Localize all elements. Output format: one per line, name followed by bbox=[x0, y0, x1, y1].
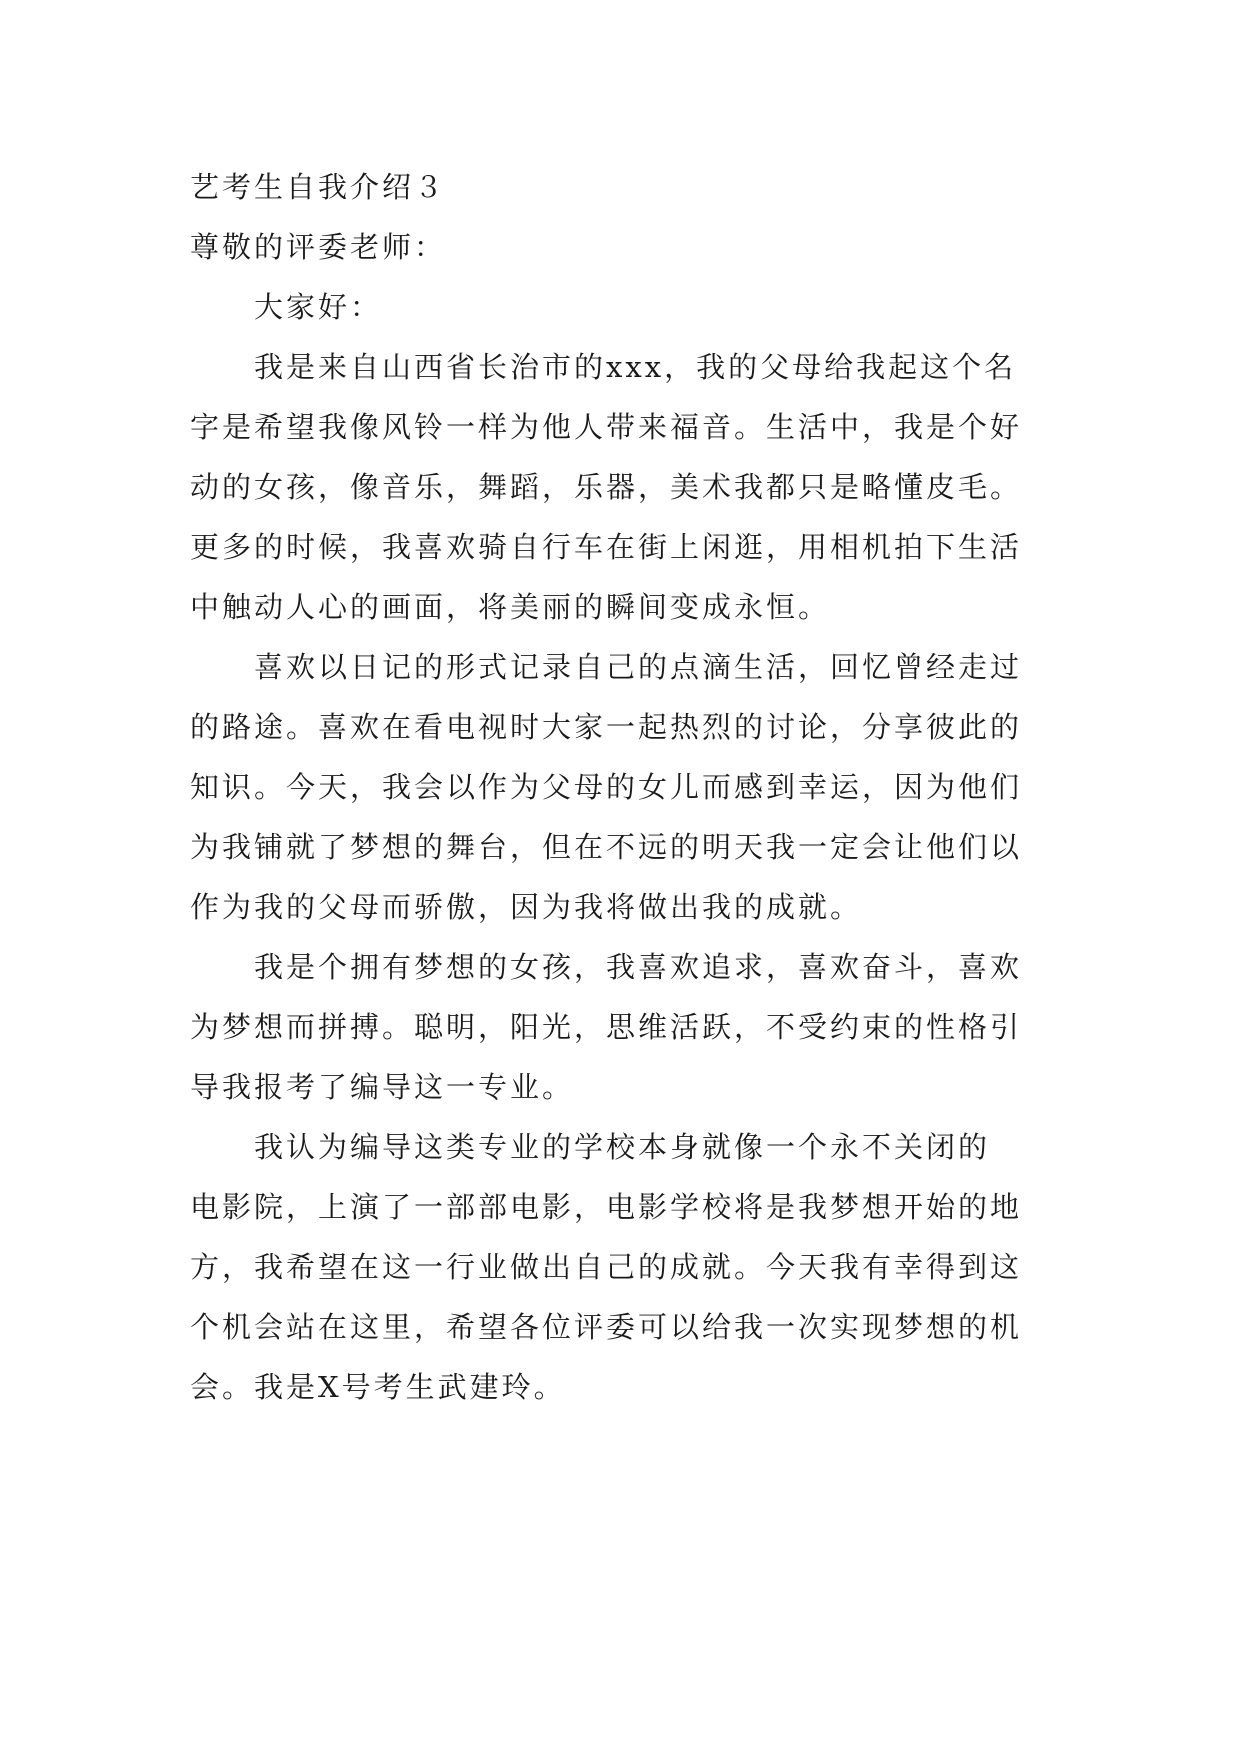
body-line: 电影院，上演了一部部电影，电影学校将是我梦想开始的地 bbox=[190, 1190, 1023, 1224]
greeting: 大家好： bbox=[254, 290, 383, 324]
body-line: 动的女孩，像音乐，舞蹈，乐器，美术我都只是略懂皮毛。 bbox=[190, 470, 1023, 504]
body-line: 我是个拥有梦想的女孩，我喜欢追求，喜欢奋斗，喜欢 bbox=[254, 950, 1023, 984]
body-line: 喜欢以日记的形式记录自己的点滴生活，回忆曾经走过 bbox=[254, 650, 1023, 684]
document-body bbox=[190, 157, 1050, 1417]
body-line: 中触动人心的画面，将美丽的瞬间变成永恒。 bbox=[190, 590, 831, 624]
body-line: 方，我希望在这一行业做出自己的成就。今天我有幸得到这 bbox=[190, 1250, 1023, 1284]
body-line: 个机会站在这里，希望各位评委可以给我一次实现梦想的机 bbox=[190, 1310, 1023, 1344]
salutation: 尊敬的评委老师： bbox=[190, 230, 447, 264]
body-line: 的路途。喜欢在看电视时大家一起热烈的讨论，分享彼此的 bbox=[190, 710, 1023, 744]
body-line: 知识。今天，我会以作为父母的女儿而感到幸运，因为他们 bbox=[190, 770, 1023, 804]
body-text bbox=[190, 337, 1050, 1417]
body-line: 我认为编导这类专业的学校本身就像一个永不关闭的 bbox=[254, 1130, 991, 1164]
body-line: 字是希望我像风铃一样为他人带来福音。生活中，我是个好 bbox=[190, 410, 1023, 444]
body-line: 为梦想而拼搏。聪明，阳光，思维活跃，不受约束的性格引 bbox=[190, 1010, 1023, 1044]
body-line: 更多的时候，我喜欢骑自行车在街上闲逛，用相机拍下生活 bbox=[190, 530, 1023, 564]
body-line: 我是来自山西省长治市的xxx，我的父母给我起这个名 bbox=[254, 350, 1017, 384]
document-title: 艺考生自我介绍３ bbox=[190, 170, 447, 204]
body-line: 为我铺就了梦想的舞台，但在不远的明天我一定会让他们以 bbox=[190, 830, 1023, 864]
body-line: 会。我是X号考生武建玲。 bbox=[190, 1370, 566, 1404]
body-line: 导我报考了编导这一专业。 bbox=[190, 1070, 575, 1104]
body-line: 作为我的父母而骄傲，因为我将做出我的成就。 bbox=[190, 890, 863, 924]
